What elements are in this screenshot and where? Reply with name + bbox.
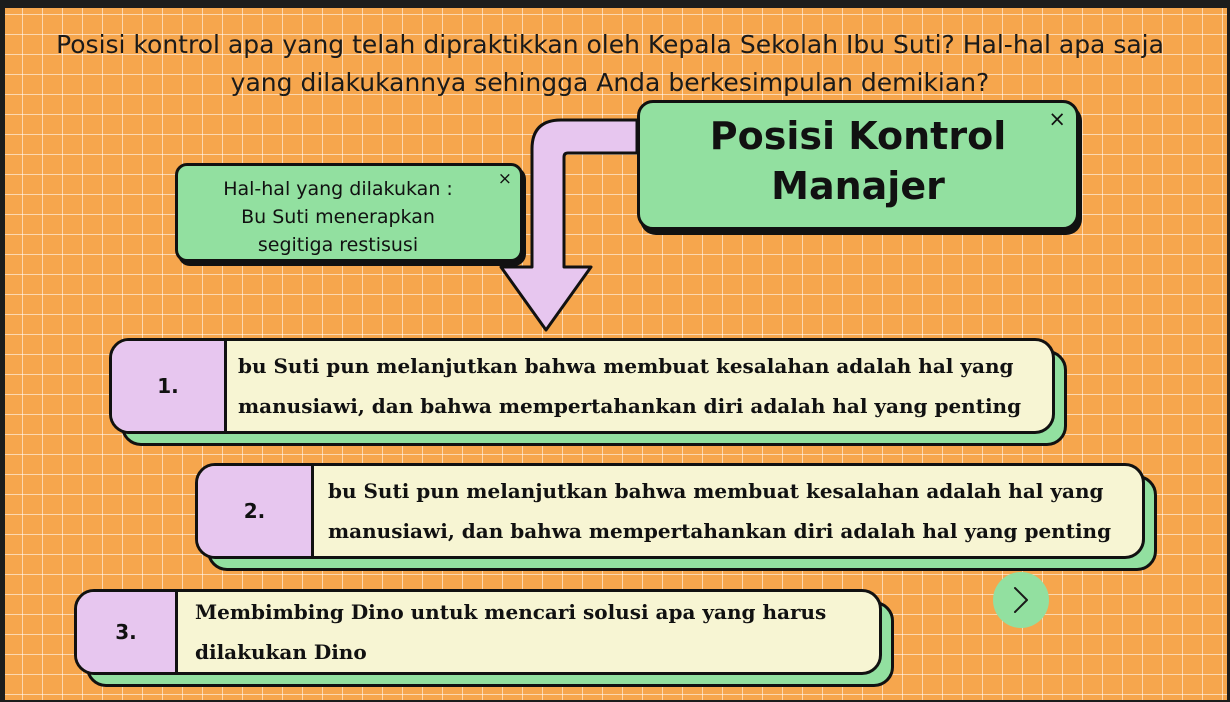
item-number: 2. xyxy=(198,466,314,556)
item-number: 3. xyxy=(77,592,178,672)
list-item-1 xyxy=(109,338,1055,434)
title-line-2: Manajer xyxy=(771,164,945,208)
title-text xyxy=(710,111,1006,211)
close-icon[interactable]: × xyxy=(497,169,512,189)
next-button[interactable] xyxy=(993,572,1049,628)
card-face xyxy=(74,589,882,675)
note-box xyxy=(175,163,523,262)
note-line-1: Hal-hal yang dilakukan : xyxy=(223,178,453,200)
item-text-line-1: Membimbing Dino untuk mencari solusi apa yang harus xyxy=(195,600,827,624)
slide xyxy=(5,8,1227,700)
item-text-line-2: manusiawi, dan bahwa mempertahankan diri adalah hal yang penting xyxy=(328,519,1112,543)
title-box xyxy=(637,100,1079,230)
item-text-line-1: bu Suti pun melanjutkan bahwa membuat kesalahan adalah hal yang xyxy=(328,479,1104,503)
list-item-3 xyxy=(74,589,882,675)
chevron-right-icon xyxy=(1010,585,1032,615)
question-text: Posisi kontrol apa yang telah dipraktikkan oleh Kepala Sekolah Ibu Suti? Hal-hal apa saja yang dilakukannya sehingga Anda berkesimpulan demikian? xyxy=(56,30,1164,97)
item-text xyxy=(195,592,826,672)
title-line-1: Posisi Kontrol xyxy=(709,114,1007,158)
item-text xyxy=(328,466,1111,556)
card-face xyxy=(109,338,1055,434)
card-face xyxy=(195,463,1145,559)
item-text-line-2: manusiawi, dan bahwa mempertahankan diri adalah hal yang penting xyxy=(238,394,1022,418)
item-text xyxy=(238,341,1021,431)
close-icon[interactable]: × xyxy=(1048,107,1066,131)
note-text xyxy=(178,175,498,259)
note-line-2: Bu Suti menerapkan xyxy=(241,206,435,228)
list-item-2 xyxy=(195,463,1145,559)
item-number: 1. xyxy=(112,341,227,431)
note-line-3: segitiga restisusi xyxy=(257,234,419,256)
item-text-line-2: dilakukan Dino xyxy=(195,640,367,664)
item-text-line-1: bu Suti pun melanjutkan bahwa membuat kesalahan adalah hal yang xyxy=(238,354,1014,378)
